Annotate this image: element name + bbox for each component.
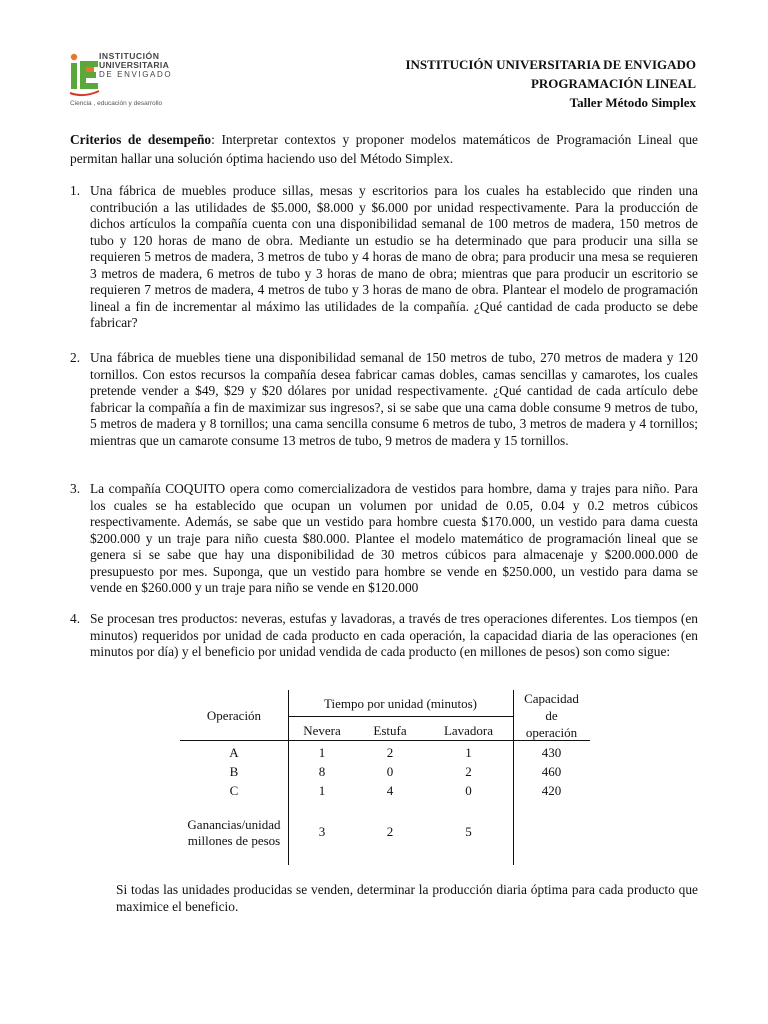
profit-estufa: 2 — [386, 824, 394, 839]
problem-text: Se procesan tres productos: neveras, estufas y lavadoras, a través de tres operaciones diferentes. Los tiempos (en minutos) requeridos por unidad de cada producto en cada operación, la capacidad diaria de las operaciones (en minutos por día) y el beneficio por unidad vendida de cada producto (en millones de pesos) son como sigue: — [90, 611, 698, 659]
problem-text: Una fábrica de muebles tiene una disponibilidad semanal de 150 metros de tubo, 270 metros de madera y 120 tornillos. Con estos recursos la compañía desea fabricar camas dobles, camas sencillas y camarotes, los cuales pretende vender a $49, $29 y $20 dólares por unidad respectivamente. ¿Qué cantidad de cada artículo debe fabricar la compañía a fin de maximizar sus ingresos?, si se sabe que una cama doble consume 9 metros de tubo, 5 metros de madera y 8 tornillos; una cama sencilla consume 6 metros de tubo, 3 metros de madera y 4 tornillos; mientras que un camarote consume 13 metros de tubo, 9 metros de madera y 15 tornillos. — [90, 350, 698, 448]
row-b-lavadora: 2 — [465, 764, 472, 779]
row-c-operation: C — [229, 783, 239, 798]
problem-number: 1. — [70, 183, 81, 198]
header-lavadora: Lavadora — [443, 723, 494, 738]
row-c-estufa: 4 — [386, 783, 394, 798]
row-a-estufa: 2 — [386, 745, 394, 760]
course-title: PROGRAMACIÓN LINEAL — [530, 76, 696, 91]
row-c-lavadora: 0 — [465, 783, 472, 798]
performance-criteria — [70, 130, 698, 168]
row-b-capacity: 460 — [541, 764, 562, 779]
header-capacity-line-3: operación — [525, 725, 578, 740]
institution-logo — [68, 52, 198, 110]
logo-line-1: INSTITUCIÓN — [99, 51, 160, 61]
problem-number: 3. — [70, 481, 81, 496]
header-capacity-line-2: de — [545, 708, 558, 723]
row-b-estufa: 0 — [386, 764, 394, 779]
table-divider — [288, 716, 513, 717]
header-capacity-line-1: Capacidad — [524, 691, 579, 706]
problem-4 — [70, 611, 698, 661]
table-divider — [180, 740, 590, 741]
problem-number: 2. — [70, 350, 81, 365]
row-a-lavadora: 1 — [465, 745, 472, 760]
problem-1 — [70, 183, 698, 332]
institution-name: INSTITUCIÓN UNIVERSITARIA DE ENVIGADO — [405, 57, 696, 72]
profit-label-line-1: Ganancias/unidad — [187, 817, 281, 832]
row-c-nevera: 1 — [318, 783, 326, 798]
row-a-nevera: 1 — [318, 745, 326, 760]
row-b-operation: B — [229, 764, 239, 779]
problem-4-question: Si todas las unidades producidas se venden, determinar la producción diaria óptima para cada producto que maximice el beneficio. — [116, 882, 698, 914]
problem-3 — [70, 481, 698, 597]
problem-text: Una fábrica de muebles produce sillas, mesas y escritorios para los cuales ha establecido que rinden una contribución a las utilidades de $5.000, $8.000 y $6.000 por unidad respectivamente. Para la producción de dichos artículos la compañía cuenta con una disponibilidad semanal de 100 metros de madera, 150 metros de tubo y 120 horas de mano de obra. Mediante un estudio se ha determinado que para producir una silla se requieren 5 metros de madera, 3 metros de tubo y 4 horas de mano de obra; para producir una mesa se requieren 3 metros de madera, 6 metros de tubo y 3 horas de mano de obra; mientras que para producir un escritorio se requieren 7 metros de madera, 4 metros de tubo y 3 horas de mano de obra. Plantear el modelo de programación lineal a fin de incrementar al máximo las utilidades de la compañía. ¿Qué cantidad de cada producto se debe fabricar? — [90, 183, 698, 330]
row-c-capacity: 420 — [541, 783, 562, 798]
profit-lavadora: 5 — [465, 824, 472, 839]
criteria-label: Criterios de desempeño — [70, 132, 212, 147]
logo-wordmark — [99, 52, 172, 79]
workshop-title: Taller Método Simplex — [569, 95, 696, 110]
logo-line-3: DE ENVIGADO — [99, 70, 173, 79]
operations-table — [180, 690, 590, 868]
logo-emblem-icon — [68, 52, 100, 98]
header-estufa: Estufa — [373, 723, 407, 738]
problem-2 — [70, 350, 698, 449]
row-b-nevera: 8 — [318, 764, 326, 779]
header-time-per-unit: Tiempo por unidad (minutos) — [324, 696, 477, 711]
problem-text: La compañía COQUITO opera como comercializadora de vestidos para hombre, dama y trajes para niño. Para los cuales se ha establecido que ocupan un volumen por unidad de 0.05, 0.04 y 0.2 metros cúbicos respectivamente. Además, se sabe que un vestido para hombre cuesta $170.000, un vestido para dama cuesta $200.000 y un traje para niño cuesta $80.000. Plantee el modelo matemático de programación lineal que se genera si se sabe que hay una disponibilidad de 30 metros cúbicos para almacenaje y $200.000.000 de presupuesto por mes. Suponga, que un vestido para hombre se vende en $250.000, un vestido para dama se vende en $260.000 y un traje para niño se vende en $120.000 — [90, 481, 698, 595]
logo-line-2: UNIVERSITARIA — [99, 60, 170, 70]
logo-tagline: Ciencia , educación y desarrollo — [70, 100, 163, 107]
header-operacion: Operación — [206, 708, 262, 723]
row-a-operation: A — [229, 745, 239, 760]
criteria-text: : Interpretar contextos y proponer modelos matemáticos de Programación Lineal que permitan hallar una solución óptima haciendo uso del Método Simplex. — [70, 132, 698, 166]
row-a-capacity: 430 — [541, 745, 562, 760]
document-header — [405, 55, 696, 112]
header-nevera: Nevera — [303, 723, 341, 738]
problem-number: 4. — [70, 611, 81, 626]
profit-label-line-2: millones de pesos — [187, 833, 281, 848]
profit-nevera: 3 — [318, 824, 326, 839]
